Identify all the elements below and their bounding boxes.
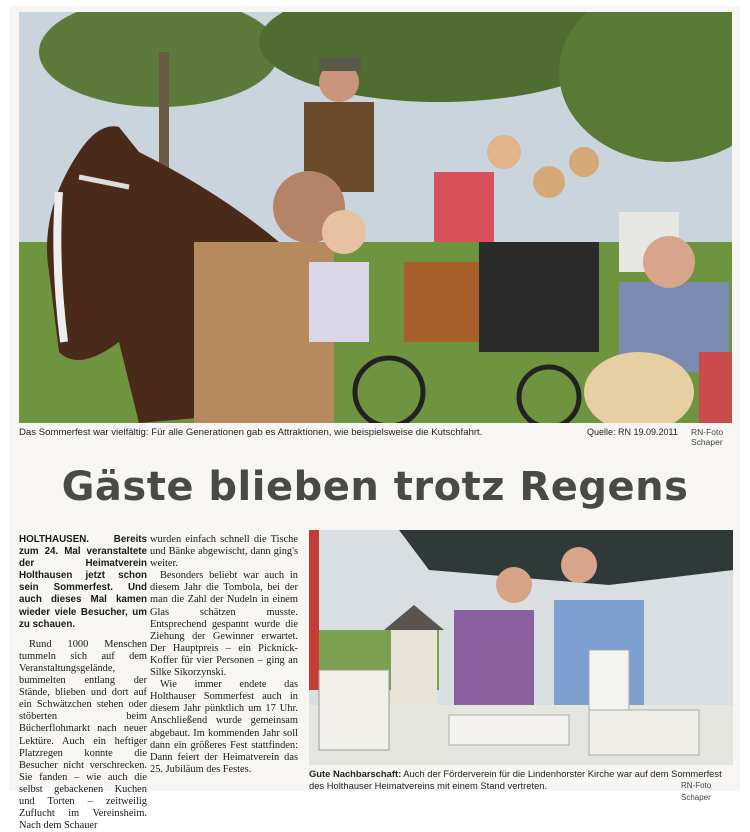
headline: Gäste blieben trotz Regens <box>61 464 689 510</box>
article-paragraph: Wie immer endete das Holthauser Sommerfest auch in diesem Jahr pünktlich um 17 Uhr. Anschließend wurde gemeinsam abgebaut. Im kommenden Jahr soll dann ein größeres Fest stattfinden: Dann feiert der Heimatverein das 25. Jubiläum des Festes. <box>150 679 298 775</box>
article-column-2 <box>150 534 298 776</box>
article-paragraph: Rund 1000 Menschen tummeln sich auf dem Veranstaltungsgelände, bummelten entlang der Stände, blieben und dort auf ein Schwätzchen stehen oder stöberten beim Bücherflohmarkt nach neuer Lektüre. Auch ein heftiger Platzregen konnte die Besucher nicht verschrecken. Sie fanden – wie auch die selbst gebackenen Kuchen und Torten – zeitweilig Zuflucht im Vereinsheim. Nach dem Schauer <box>19 638 147 832</box>
photo-credit: RN-Foto Schaper <box>691 427 724 447</box>
article-paragraph: Besonders beliebt war auch in diesem Jahr die Tombola, bei der man die Zahl der Nudeln in einem Glas schätzen musste. Entsprechend gespannt wurde die Ziehung der Gewinner erwartet. Der Hauptpreis – ein Picknick-Koffer für vier Personen – ging an Silke Sikorzynski. <box>150 570 298 679</box>
article-column-1 <box>19 534 147 832</box>
carriage-photo <box>19 12 732 423</box>
source-label: Quelle: RN 19.09.2011 <box>587 427 678 437</box>
newspaper-clipping <box>10 6 740 832</box>
article-lead: HOLTHAUSEN. Bereits zum 24. Mal veranstaltete der Heimatverein Holthausen jetzt schon sein Sommerfest. Und auch dieses Mal kamen wieder viele Besucher, um zu schauen. <box>19 534 147 630</box>
photo-credit: RN-Foto Schaper <box>681 781 712 802</box>
caption-bold: Gute Nachbarschaft: <box>309 768 402 779</box>
caption-text: Auch der Förderverein für die Lindenhorster Kirche war auf dem Sommerfest des Holthauser Heimatvereins mit einem Stand vertreten. <box>309 768 722 791</box>
caption-text: Das Sommerfest war vielfältig: Für alle Generationen gab es Attraktionen, wie beispielsweise die Kutschfahrt. <box>19 427 483 438</box>
article-paragraph: wurden einfach schnell die Tische und Bänke abgewischt, dann ging's weiter. <box>150 534 298 570</box>
top-photo-caption <box>19 427 732 447</box>
booth-photo <box>309 530 733 765</box>
bottom-photo-caption <box>309 768 733 802</box>
